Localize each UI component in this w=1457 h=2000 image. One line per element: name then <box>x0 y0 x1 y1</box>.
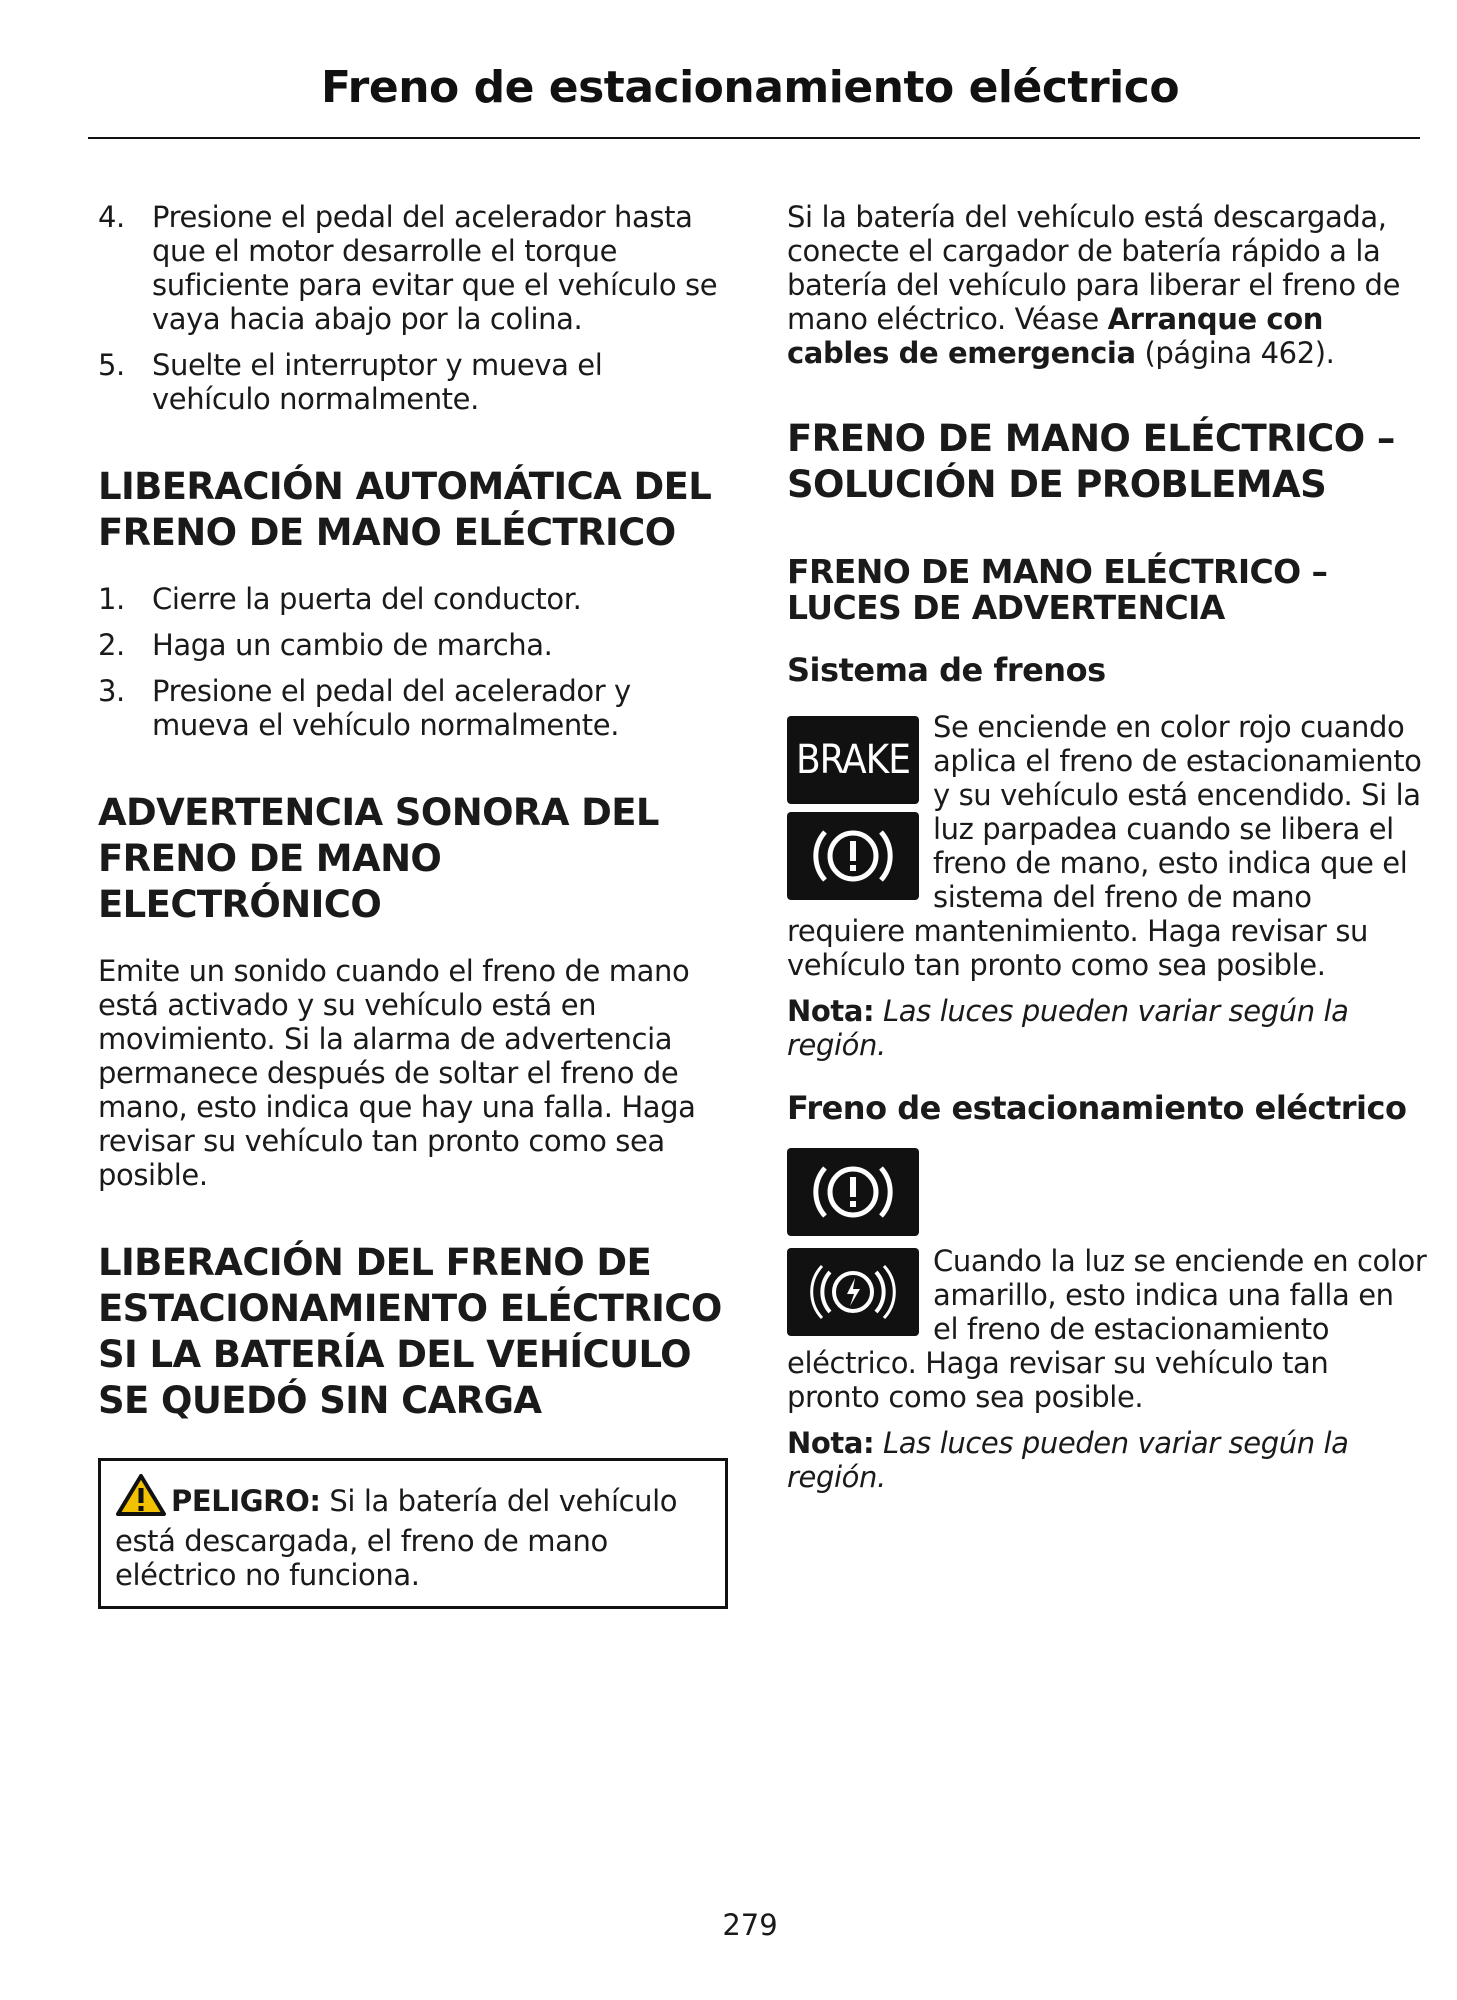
list-item <box>98 628 728 662</box>
list-item-text: Haga un cambio de marcha. <box>152 628 553 662</box>
note-1 <box>787 994 1427 1062</box>
danger-box <box>98 1458 728 1609</box>
list-item-number: 4. <box>98 200 125 234</box>
intro-page-ref: (página 462). <box>1135 336 1335 370</box>
parking-brake-circle-icon <box>787 1148 919 1236</box>
warning-triangle-icon <box>115 1473 167 1524</box>
heading-solucion-problemas: FRENO DE MANO ELÉCTRICO – SOLUCIÓN DE PROBLEMAS <box>787 417 1395 506</box>
note-text: Las luces pueden variar según la región. <box>787 1426 1349 1494</box>
heading-liberacion-automatica: LIBERACIÓN AUTOMÁTICA DEL FRENO DE MANO ELÉCTRICO <box>98 465 712 554</box>
list-item-number: 3. <box>98 674 125 708</box>
list-item <box>98 582 728 616</box>
parking-brake-circle-icon <box>787 812 919 900</box>
heading-luces-advertencia: FRENO DE MANO ELÉCTRICO – LUCES DE ADVERTENCIA <box>787 552 1328 627</box>
paragraph-freno-estacionamiento: Cuando la luz se enciende en color amarillo, esto indica una falla en el freno de estacionamiento eléctrico. Haga revisar su vehículo tan pronto como sea posible. <box>787 1244 1427 1414</box>
intro-text: Si la batería del vehículo está descargada, conecte el cargador de batería rápido a la batería del vehículo para liberar el freno de mano eléctrico. Véase <box>787 200 1401 336</box>
heading-sistema-frenos: Sistema de frenos <box>787 651 1106 689</box>
list-item <box>98 348 728 416</box>
steps-list-a <box>98 200 728 416</box>
list-item-text: Presione el pedal del acelerador y mueva el vehículo normalmente. <box>152 674 631 742</box>
danger-text: Si la batería del vehículo está descargada, el freno de mano eléctrico no funciona. <box>115 1484 678 1592</box>
brake-text-icon <box>787 716 919 804</box>
paragraph-intro <box>787 200 1427 370</box>
sistema-frenos-block <box>787 710 1427 982</box>
list-item-text: Cierre la puerta del conductor. <box>152 582 582 616</box>
page-number: 279 <box>722 1908 778 1942</box>
brake-label: BRAKE <box>795 737 910 783</box>
list-item-text: Suelte el interruptor y mueva el vehículo normalmente. <box>152 348 603 416</box>
note-text: Las luces pueden variar según la región. <box>787 994 1349 1062</box>
steps-list-b <box>98 582 728 742</box>
list-item <box>98 200 728 336</box>
note-2 <box>787 1426 1427 1494</box>
title-rule <box>88 137 1420 139</box>
cross-reference-link[interactable]: Arranque con cables de emergencia <box>787 302 1323 370</box>
list-item-text: Presione el pedal del acelerador hasta que el motor desarrolle el torque suficiente para evitar que el vehículo se vaya hacia abajo por la colina. <box>152 200 718 336</box>
note-label: Nota: <box>787 1426 875 1460</box>
electric-parking-brake-fault-icon <box>787 1248 919 1336</box>
paragraph-sistema-frenos: Se enciende en color rojo cuando aplica el freno de estacionamiento y su vehículo está encendido. Si la luz parpadea cuando se libera el freno de mano, esto indica que el sistema del freno de mano requiere mantenimiento. Haga revisar su vehículo tan pronto como sea posible. <box>787 710 1422 982</box>
list-item-number: 1. <box>98 582 125 616</box>
heading-liberacion-bateria: LIBERACIÓN DEL FRENO DE ESTACIONAMIENTO ELÉCTRICO SI LA BATERÍA DEL VEHÍCULO SE QUEDÓ SIN CARGA <box>98 1241 722 1422</box>
paragraph-advertencia-sonora: Emite un sonido cuando el freno de mano está activado y su vehículo está en movimiento. Si la alarma de advertencia permanece después de soltar el freno de mano, esto indica que hay una falla. Haga revisar su vehículo tan pronto como sea posible. <box>98 954 696 1192</box>
freno-estacionamiento-block <box>787 1148 1427 1414</box>
heading-advertencia-sonora: ADVERTENCIA SONORA DEL FRENO DE MANO ELECTRÓNICO <box>98 791 659 926</box>
note-label: Nota: <box>787 994 875 1028</box>
danger-label: PELIGRO: <box>171 1484 321 1518</box>
left-column <box>98 200 728 1609</box>
list-item <box>98 674 728 742</box>
list-item-number: 5. <box>98 348 125 382</box>
list-item-number: 2. <box>98 628 125 662</box>
brake-icons-group <box>787 716 919 900</box>
right-column <box>787 200 1427 1494</box>
page-title: Freno de estacionamiento eléctrico <box>320 62 1180 113</box>
heading-freno-estacionamiento: Freno de estacionamiento eléctrico <box>787 1089 1407 1127</box>
